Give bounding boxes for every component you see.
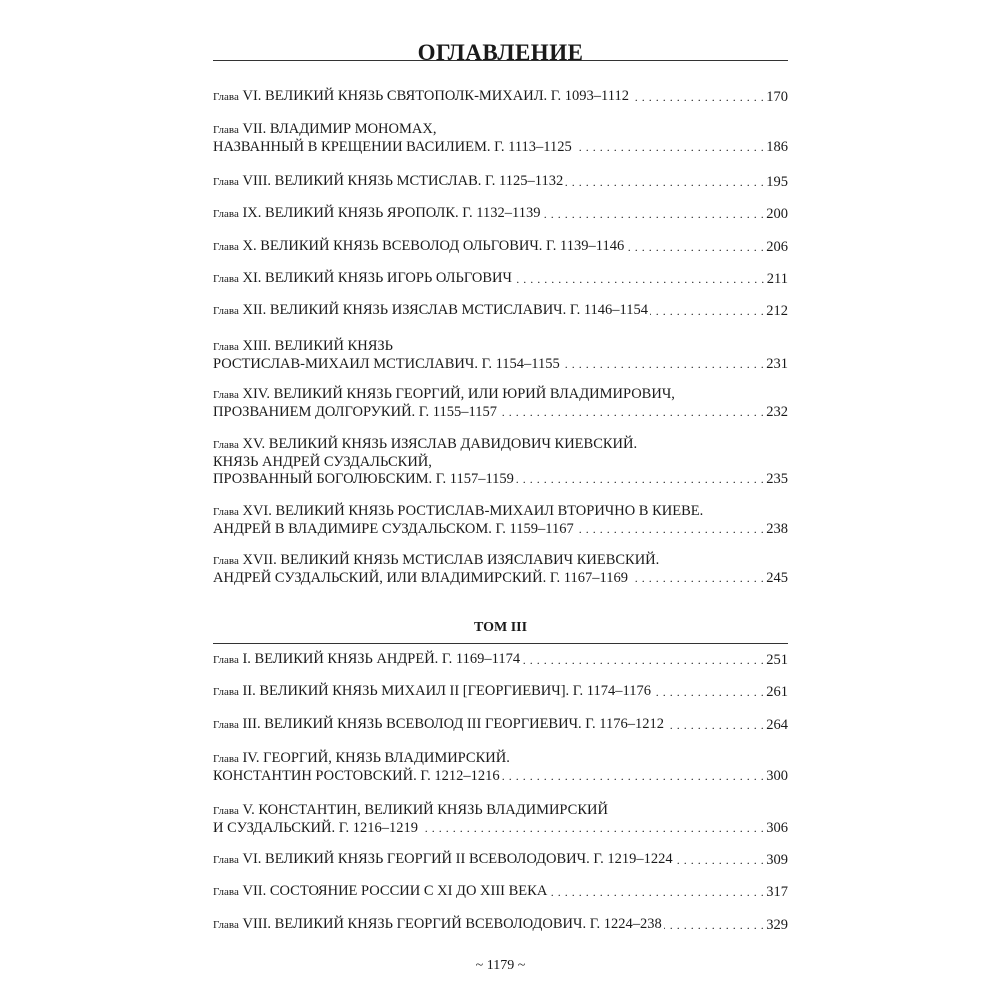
toc-entry-line	[213, 121, 788, 139]
dot-leader	[549, 884, 764, 901]
toc-entry[interactable]	[213, 716, 788, 734]
toc-entry[interactable]	[213, 651, 788, 669]
page-title: ОГЛАВЛЕНИЕ	[417, 40, 584, 65]
toc-page-number: 231	[766, 356, 788, 372]
chapter-word: Глава	[213, 439, 239, 451]
toc-page-number: 264	[766, 717, 788, 733]
toc-entry-text	[213, 356, 560, 373]
toc-entry-line	[213, 851, 788, 869]
toc-entry-line	[213, 436, 788, 454]
toc-entry-text	[213, 270, 512, 288]
dot-leader	[565, 174, 764, 191]
toc-entry-title: XV. ВЕЛИКИЙ КНЯЗЬ ИЗЯСЛАВ ДАВИДОВИЧ КИЕВСКИЙ.	[242, 436, 638, 452]
chapter-word: Глава	[213, 555, 239, 567]
toc-entry-title: VI. ВЕЛИКИЙ КНЯЗЬ СВЯТОПОЛК-МИХАИЛ. Г. 1093–1112	[242, 88, 629, 104]
toc-entry-text	[213, 750, 510, 768]
toc-page-number: 212	[766, 303, 788, 319]
dot-leader	[514, 271, 765, 288]
chapter-word: Глава	[213, 176, 239, 188]
dot-leader	[666, 717, 764, 734]
dot-leader	[631, 89, 764, 106]
toc-entry-line	[213, 683, 788, 701]
toc-entry-text	[213, 820, 418, 837]
dot-leader	[502, 768, 765, 785]
toc-entry[interactable]	[213, 121, 788, 156]
toc-entry-line	[213, 820, 788, 837]
toc-entry[interactable]	[213, 270, 788, 288]
toc-entry[interactable]	[213, 683, 788, 701]
dot-leader	[574, 139, 764, 156]
chapter-word: Глава	[213, 886, 239, 898]
toc-entry-title: II. ВЕЛИКИЙ КНЯЗЬ МИХАИЛ II [ГЕОРГИЕВИЧ]. Г. 1174–1176	[242, 683, 651, 699]
chapter-word: Глава	[213, 341, 239, 353]
dot-leader	[650, 303, 764, 320]
toc-entry-text	[213, 802, 608, 820]
toc-entry[interactable]	[213, 386, 788, 421]
toc-entry-line	[213, 270, 788, 288]
dot-leader	[664, 917, 765, 934]
page-number: ~ 1179 ~	[475, 958, 526, 973]
toc-entry-title: XIV. ВЕЛИКИЙ КНЯЗЬ ГЕОРГИЙ, ИЛИ ЮРИЙ ВЛАДИМИРОВИЧ,	[242, 386, 675, 402]
dot-leader	[653, 684, 764, 701]
toc-page-number: 309	[766, 852, 788, 868]
toc-entry-line	[213, 503, 788, 521]
chapter-word: Глава	[213, 208, 239, 220]
toc-entry[interactable]	[213, 750, 788, 785]
toc-entry-title: IX. ВЕЛИКИЙ КНЯЗЬ ЯРОПОЛК. Г. 1132–1139	[242, 205, 541, 221]
toc-entry[interactable]	[213, 302, 788, 320]
volume-heading: ТОМ III	[473, 620, 528, 635]
toc-entry[interactable]	[213, 802, 788, 837]
chapter-word: Глава	[213, 654, 239, 666]
toc-entry-line	[213, 386, 788, 404]
toc-page-number: 195	[766, 174, 788, 190]
toc-entry-line	[213, 238, 788, 256]
toc-entry[interactable]	[213, 338, 788, 373]
chapter-word: Глава	[213, 241, 239, 253]
toc-entry-title: VI. ВЕЛИКИЙ КНЯЗЬ ГЕОРГИЙ II ВСЕВОЛОДОВИЧ. Г. 1219–1224	[242, 851, 673, 867]
toc-entry-title: XVII. ВЕЛИКИЙ КНЯЗЬ МСТИСЛАВ ИЗЯСЛАВИЧ КИЕВСКИЙ.	[242, 552, 660, 568]
dot-leader	[516, 471, 764, 488]
toc-entry-title: XVI. ВЕЛИКИЙ КНЯЗЬ РОСТИСЛАВ-МИХАИЛ ВТОРИЧНО В КИЕВЕ.	[242, 503, 704, 519]
toc-entry-text	[213, 139, 572, 156]
toc-entry-text	[213, 683, 651, 701]
toc-entry-title: АНДРЕЙ В ВЛАДИМИРЕ СУЗДАЛЬСКОМ. Г. 1159–1167	[213, 521, 574, 537]
toc-entry-title: X. ВЕЛИКИЙ КНЯЗЬ ВСЕВОЛОД ОЛЬГОВИЧ. Г. 1139–1146	[242, 238, 625, 254]
toc-page-number: 170	[766, 89, 788, 105]
toc-entry-line	[213, 916, 788, 934]
toc-entry[interactable]	[213, 205, 788, 223]
toc-page-number: 251	[766, 652, 788, 668]
toc-entry[interactable]	[213, 851, 788, 869]
toc-entry[interactable]	[213, 552, 788, 587]
chapter-word: Глава	[213, 919, 239, 931]
toc-entry-title: XII. ВЕЛИКИЙ КНЯЗЬ ИЗЯСЛАВ МСТИСЛАВИЧ. Г. 1146–1154	[242, 302, 649, 318]
toc-entry-text	[213, 454, 432, 471]
toc-entry-line	[213, 302, 788, 320]
toc-page-number: 245	[766, 570, 788, 586]
toc-entry-line	[213, 651, 788, 669]
toc-entry-title: IV. ГЕОРГИЙ, КНЯЗЬ ВЛАДИМИРСКИЙ.	[242, 750, 510, 766]
dot-leader	[522, 652, 764, 669]
toc-entry-title: I. ВЕЛИКИЙ КНЯЗЬ АНДРЕЙ. Г. 1169–1174	[242, 651, 521, 667]
toc-entry-line	[213, 88, 788, 106]
dot-leader	[542, 206, 764, 223]
chapter-word: Глава	[213, 506, 239, 518]
toc-entry-line	[213, 356, 788, 373]
dot-leader	[420, 820, 764, 837]
toc-entry-title: VIII. ВЕЛИКИЙ КНЯЗЬ ГЕОРГИЙ ВСЕВОЛОДОВИЧ. Г. 1224–238	[242, 916, 662, 932]
toc-entry-text	[213, 552, 659, 570]
toc-entry-text	[213, 570, 628, 587]
toc-entry[interactable]	[213, 88, 788, 106]
toc-entry-line	[213, 338, 788, 356]
toc-entry-text	[213, 338, 393, 356]
toc-entry-title: АНДРЕЙ СУЗДАЛЬСКИЙ, ИЛИ ВЛАДИМИРСКИЙ. Г. 1167–1169	[213, 570, 628, 586]
toc-entry-text	[213, 851, 673, 869]
chapter-word: Глава	[213, 854, 239, 866]
toc-entry-text	[213, 716, 664, 734]
toc-entry-line	[213, 802, 788, 820]
chapter-word: Глава	[213, 389, 239, 401]
toc-entry-title: III. ВЕЛИКИЙ КНЯЗЬ ВСЕВОЛОД III ГЕОРГИЕВИЧ. Г. 1176–1212	[242, 716, 664, 732]
toc-page-number: 186	[766, 139, 788, 155]
toc-entry-text	[213, 471, 514, 488]
toc-entry-title: V. КОНСТАНТИН, ВЕЛИКИЙ КНЯЗЬ ВЛАДИМИРСКИЙ	[242, 802, 608, 818]
toc-entry[interactable]	[213, 173, 788, 191]
toc-entry-line	[213, 205, 788, 223]
title-divider	[213, 60, 788, 61]
toc-entry-text	[213, 521, 574, 538]
toc-page-number: 329	[766, 917, 788, 933]
toc-entry-text	[213, 503, 703, 521]
toc-entry-title: КОНСТАНТИН РОСТОВСКИЙ. Г. 1212–1216	[213, 768, 500, 784]
toc-entry-title: VII. СОСТОЯНИЕ РОССИИ С XI ДО XIII ВЕКА	[242, 883, 548, 899]
toc-entry-text	[213, 121, 436, 139]
chapter-word: Глава	[213, 273, 239, 285]
toc-entry-title: И СУЗДАЛЬСКИЙ. Г. 1216–1219	[213, 820, 418, 836]
toc-entry[interactable]	[213, 916, 788, 934]
toc-page-number: 211	[766, 271, 788, 287]
toc-entry[interactable]	[213, 503, 788, 538]
toc-page-number: 235	[766, 471, 788, 487]
toc-entry-title: КНЯЗЬ АНДРЕЙ СУЗДАЛЬСКИЙ,	[213, 454, 432, 470]
toc-entry-line	[213, 552, 788, 570]
toc-entry-text	[213, 88, 629, 106]
chapter-word: Глава	[213, 91, 239, 103]
toc-entry-text	[213, 883, 547, 901]
toc-entry-line	[213, 716, 788, 734]
toc-entry-title: XIII. ВЕЛИКИЙ КНЯЗЬ	[242, 338, 393, 354]
volume-divider	[213, 643, 788, 644]
chapter-word: Глава	[213, 753, 239, 765]
chapter-word: Глава	[213, 124, 239, 136]
toc-entry-title: РОСТИСЛАВ-МИХАИЛ МСТИСЛАВИЧ. Г. 1154–1155	[213, 356, 560, 372]
chapter-word: Глава	[213, 719, 239, 731]
toc-entry-text	[213, 916, 662, 934]
toc-entry-title: XI. ВЕЛИКИЙ КНЯЗЬ ИГОРЬ ОЛЬГОВИЧ	[242, 270, 512, 286]
toc-entry-text	[213, 302, 648, 320]
dot-leader	[576, 521, 765, 538]
chapter-word: Глава	[213, 305, 239, 317]
toc-entry-line	[213, 173, 788, 191]
toc-entry[interactable]	[213, 238, 788, 256]
toc-entry-title: VII. ВЛАДИМИР МОНОМАХ,	[242, 121, 437, 137]
toc-entry-text	[213, 651, 520, 669]
toc-entry-text	[213, 173, 563, 191]
toc-entry-text	[213, 768, 500, 785]
dot-leader	[675, 852, 765, 869]
dot-leader	[630, 570, 764, 587]
toc-entry-text	[213, 386, 675, 404]
toc-entry-line	[213, 454, 788, 471]
toc-page-number: 317	[766, 884, 788, 900]
toc-page-number: 261	[766, 684, 788, 700]
chapter-word: Глава	[213, 686, 239, 698]
dot-leader	[626, 239, 764, 256]
toc-entry-text	[213, 436, 637, 454]
toc-page	[213, 0, 788, 1000]
toc-page-number: 200	[766, 206, 788, 222]
toc-entry-text	[213, 238, 624, 256]
toc-page-number: 300	[766, 768, 788, 784]
toc-entry-title: НАЗВАННЫЙ В КРЕЩЕНИИ ВАСИЛИЕМ. Г. 1113–1125	[213, 139, 572, 155]
toc-entry-line	[213, 883, 788, 901]
toc-entry-line	[213, 471, 788, 488]
toc-entry-line	[213, 139, 788, 156]
toc-entry-title: ПРОЗВАННЫЙ БОГОЛЮБСКИМ. Г. 1157–1159	[213, 471, 514, 487]
toc-page-number: 232	[766, 404, 788, 420]
toc-entry-line	[213, 521, 788, 538]
toc-entry[interactable]	[213, 883, 788, 901]
toc-entry-title: ПРОЗВАНИЕМ ДОЛГОРУКИЙ. Г. 1155–1157	[213, 404, 497, 420]
toc-entry-line	[213, 570, 788, 587]
toc-entry-line	[213, 750, 788, 768]
toc-page-number: 238	[766, 521, 788, 537]
chapter-word: Глава	[213, 805, 239, 817]
toc-page-number: 206	[766, 239, 788, 255]
toc-entry-text	[213, 404, 497, 421]
toc-entry-title: VIII. ВЕЛИКИЙ КНЯЗЬ МСТИСЛАВ. Г. 1125–1132	[242, 173, 564, 189]
toc-entry-line	[213, 768, 788, 785]
toc-entry-line	[213, 404, 788, 421]
toc-entry-text	[213, 205, 540, 223]
dot-leader	[562, 356, 765, 373]
dot-leader	[499, 404, 764, 421]
toc-entry[interactable]	[213, 436, 788, 488]
toc-page-number: 306	[766, 820, 788, 836]
